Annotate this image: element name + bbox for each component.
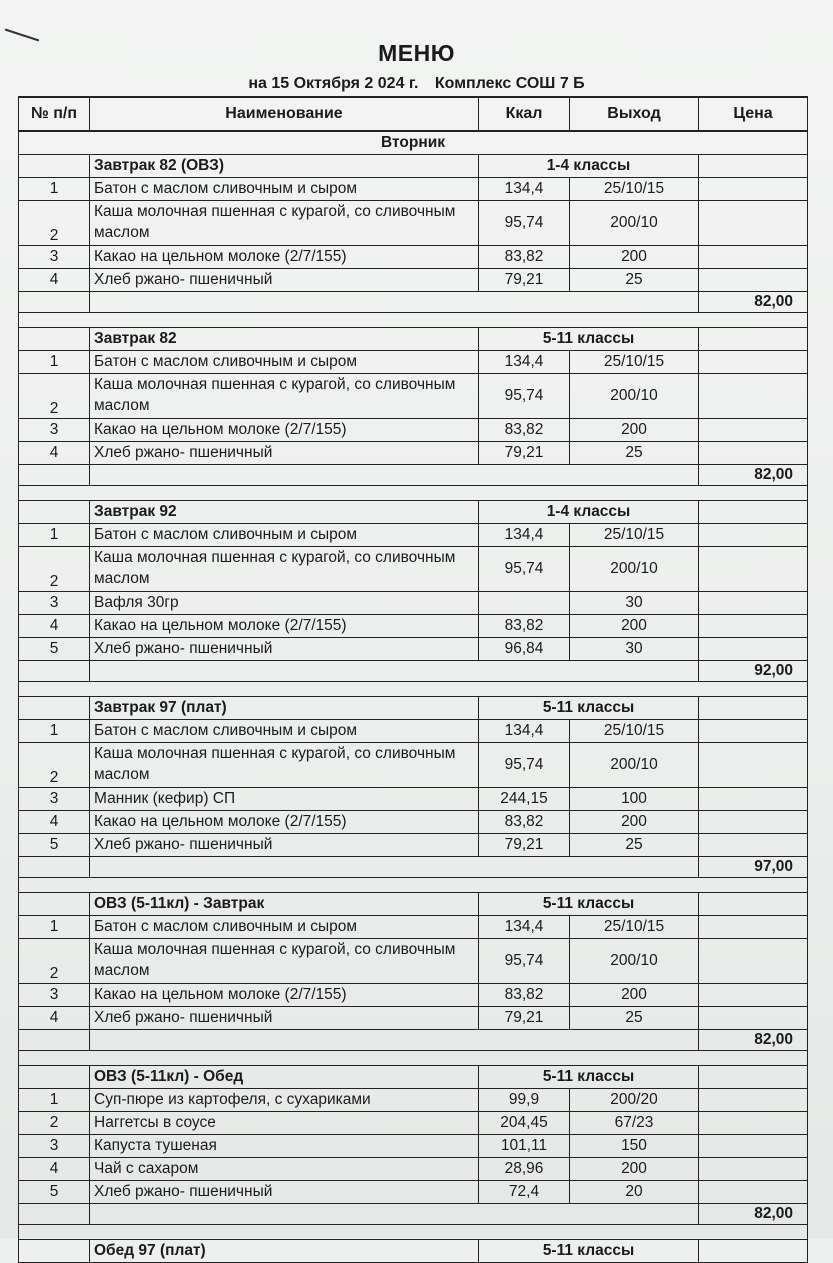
item-output: 200: [570, 246, 699, 269]
item-price: [699, 201, 808, 246]
item-price: [699, 811, 808, 834]
spacer-row: [19, 1225, 808, 1240]
item-price: [699, 524, 808, 547]
section-price-cell: [699, 328, 808, 351]
item-price: [699, 1181, 808, 1204]
item-num: 5: [19, 638, 90, 661]
item-num: 1: [19, 524, 90, 547]
spacer-row: [19, 682, 808, 697]
item-output: 100: [570, 788, 699, 811]
item-output: 25/10/15: [570, 178, 699, 201]
item-kcal: 96,84: [479, 638, 570, 661]
table-row: [19, 638, 808, 661]
table-row: [19, 1089, 808, 1112]
table-row: [19, 592, 808, 615]
item-kcal: 95,74: [479, 547, 570, 592]
section-title: Завтрак 82 (ОВЗ): [90, 155, 479, 178]
item-kcal: 134,4: [479, 916, 570, 939]
menu-date: на 15 Октября 2 024 г.: [248, 75, 419, 92]
item-name: Хлеб ржано- пшеничный: [90, 834, 479, 857]
item-kcal: 83,82: [479, 615, 570, 638]
item-num: 2: [19, 743, 90, 788]
item-name: Какао на цельном молоке (2/7/155): [90, 615, 479, 638]
item-output: 25: [570, 269, 699, 292]
section-total-row: [19, 1030, 808, 1051]
section-price-cell: [699, 1066, 808, 1089]
item-name: Батон с маслом сливочным и сыром: [90, 524, 479, 547]
item-num: 2: [19, 939, 90, 984]
item-price: [699, 178, 808, 201]
table-header-row: [19, 97, 808, 131]
table-row: [19, 442, 808, 465]
item-name: Манник (кефир) СП: [90, 788, 479, 811]
section-total-price: 97,00: [699, 857, 808, 878]
table-row: [19, 201, 808, 246]
table-row: [19, 374, 808, 419]
menu-complex: Комплекс СОШ 7 Б: [434, 75, 585, 92]
total-spacer-cell: [90, 857, 699, 878]
section-total-price: 82,00: [699, 1204, 808, 1225]
item-kcal: [479, 592, 570, 615]
item-kcal: 79,21: [479, 269, 570, 292]
section-num-cell: [19, 501, 90, 524]
item-name: Каша молочная пшенная с курагой, со сливочным маслом: [90, 547, 479, 592]
section-total-price: 92,00: [699, 661, 808, 682]
table-row: [19, 269, 808, 292]
section-title: Завтрак 82: [90, 328, 479, 351]
section-price-cell: [699, 697, 808, 720]
item-output: 25: [570, 834, 699, 857]
section-price-cell: [699, 501, 808, 524]
section-title: Обед 97 (плат): [90, 1240, 479, 1263]
item-output: 150: [570, 1135, 699, 1158]
item-output: 200: [570, 811, 699, 834]
item-num: 1: [19, 1089, 90, 1112]
item-price: [699, 939, 808, 984]
table-row: [19, 1181, 808, 1204]
item-output: 25/10/15: [570, 720, 699, 743]
item-num: 3: [19, 419, 90, 442]
item-price: [699, 547, 808, 592]
item-kcal: 28,96: [479, 1158, 570, 1181]
item-num: 4: [19, 442, 90, 465]
item-name: Батон с маслом сливочным и сыром: [90, 916, 479, 939]
item-num: 3: [19, 592, 90, 615]
item-kcal: 204,45: [479, 1112, 570, 1135]
spacer-cell: [19, 313, 808, 328]
item-output: 200/10: [570, 374, 699, 419]
total-num-cell: [19, 857, 90, 878]
section-header-row: [19, 155, 808, 178]
item-kcal: 134,4: [479, 720, 570, 743]
section-header-row: [19, 893, 808, 916]
item-output: 25: [570, 1007, 699, 1030]
item-kcal: 244,15: [479, 788, 570, 811]
item-name: Хлеб ржано- пшеничный: [90, 269, 479, 292]
table-row: [19, 1135, 808, 1158]
section-grade: 5-11 классы: [479, 893, 699, 916]
item-kcal: 95,74: [479, 743, 570, 788]
item-num: 1: [19, 351, 90, 374]
section-num-cell: [19, 328, 90, 351]
section-header-row: [19, 328, 808, 351]
section-grade: 1-4 классы: [479, 155, 699, 178]
total-spacer-cell: [90, 292, 699, 313]
spacer-row: [19, 313, 808, 328]
item-num: 4: [19, 1007, 90, 1030]
total-spacer-cell: [90, 465, 699, 486]
header-name: Наименование: [90, 97, 479, 131]
item-kcal: 134,4: [479, 351, 570, 374]
section-header-row: [19, 1066, 808, 1089]
item-kcal: 95,74: [479, 201, 570, 246]
item-num: 4: [19, 1158, 90, 1181]
item-price: [699, 743, 808, 788]
item-output: 30: [570, 592, 699, 615]
item-output: 200: [570, 615, 699, 638]
item-num: 5: [19, 1181, 90, 1204]
section-grade: 5-11 классы: [479, 328, 699, 351]
item-name: Каша молочная пшенная с курагой, со сливочным маслом: [90, 201, 479, 246]
section-num-cell: [19, 893, 90, 916]
item-kcal: 72,4: [479, 1181, 570, 1204]
total-num-cell: [19, 661, 90, 682]
item-name: Чай с сахаром: [90, 1158, 479, 1181]
item-name: Каша молочная пшенная с курагой, со сливочным маслом: [90, 743, 479, 788]
item-price: [699, 1112, 808, 1135]
section-grade: 5-11 классы: [479, 697, 699, 720]
item-kcal: 95,74: [479, 374, 570, 419]
item-num: 1: [19, 178, 90, 201]
section-grade: 1-4 классы: [479, 501, 699, 524]
spacer-row: [19, 486, 808, 501]
table-row: [19, 351, 808, 374]
total-num-cell: [19, 1204, 90, 1225]
item-name: Суп-пюре из картофеля, с сухариками: [90, 1089, 479, 1112]
total-spacer-cell: [90, 1204, 699, 1225]
item-output: 25: [570, 442, 699, 465]
item-kcal: 83,82: [479, 419, 570, 442]
item-name: Хлеб ржано- пшеничный: [90, 442, 479, 465]
day-row: [19, 131, 808, 155]
item-num: 2: [19, 374, 90, 419]
section-header-row: [19, 697, 808, 720]
spacer-cell: [19, 682, 808, 697]
item-kcal: 134,4: [479, 178, 570, 201]
table-row: [19, 524, 808, 547]
item-kcal: 134,4: [479, 524, 570, 547]
item-name: Какао на цельном молоке (2/7/155): [90, 419, 479, 442]
item-kcal: 95,74: [479, 939, 570, 984]
table-row: [19, 246, 808, 269]
total-spacer-cell: [90, 1030, 699, 1051]
table-row: [19, 811, 808, 834]
item-output: 200/10: [570, 743, 699, 788]
section-total-row: [19, 1204, 808, 1225]
item-name: Вафля 30гр: [90, 592, 479, 615]
section-title: ОВЗ (5-11кл) - Обед: [90, 1066, 479, 1089]
item-name: Какао на цельном молоке (2/7/155): [90, 811, 479, 834]
spacer-cell: [19, 1051, 808, 1066]
item-kcal: 79,21: [479, 1007, 570, 1030]
menu-body: [19, 131, 808, 1263]
total-num-cell: [19, 292, 90, 313]
item-price: [699, 1158, 808, 1181]
table-row: [19, 419, 808, 442]
item-name: Хлеб ржано- пшеничный: [90, 1181, 479, 1204]
section-total-price: 82,00: [699, 292, 808, 313]
section-total-price: 82,00: [699, 1030, 808, 1051]
table-row: [19, 743, 808, 788]
total-num-cell: [19, 1030, 90, 1051]
item-num: 4: [19, 811, 90, 834]
table-row: [19, 834, 808, 857]
table-row: [19, 1112, 808, 1135]
item-name: Какао на цельном молоке (2/7/155): [90, 984, 479, 1007]
header-output: Выход: [570, 97, 699, 131]
item-kcal: 101,11: [479, 1135, 570, 1158]
item-price: [699, 720, 808, 743]
item-price: [699, 638, 808, 661]
item-output: 25/10/15: [570, 916, 699, 939]
item-num: 3: [19, 788, 90, 811]
item-num: 2: [19, 1112, 90, 1135]
spacer-cell: [19, 486, 808, 501]
item-output: 25/10/15: [570, 351, 699, 374]
section-price-cell: [699, 1240, 808, 1263]
item-output: 30: [570, 638, 699, 661]
item-output: 200/10: [570, 939, 699, 984]
item-name: Хлеб ржано- пшеничный: [90, 638, 479, 661]
item-price: [699, 351, 808, 374]
section-title: ОВЗ (5-11кл) - Завтрак: [90, 893, 479, 916]
header-price: Цена: [699, 97, 808, 131]
section-total-price: 82,00: [699, 465, 808, 486]
item-price: [699, 1135, 808, 1158]
item-price: [699, 592, 808, 615]
item-output: 200/10: [570, 201, 699, 246]
item-output: 25/10/15: [570, 524, 699, 547]
item-name: Каша молочная пшенная с курагой, со сливочным маслом: [90, 939, 479, 984]
item-output: 200/20: [570, 1089, 699, 1112]
table-row: [19, 939, 808, 984]
table-row: [19, 178, 808, 201]
section-total-row: [19, 661, 808, 682]
section-grade: 5-11 классы: [479, 1240, 699, 1263]
table-row: [19, 916, 808, 939]
item-price: [699, 984, 808, 1007]
spacer-cell: [19, 1225, 808, 1240]
section-num-cell: [19, 1066, 90, 1089]
item-kcal: 79,21: [479, 442, 570, 465]
item-output: 200: [570, 984, 699, 1007]
item-name: Батон с маслом сливочным и сыром: [90, 351, 479, 374]
spacer-row: [19, 1051, 808, 1066]
item-name: Каша молочная пшенная с курагой, со сливочным маслом: [90, 374, 479, 419]
item-price: [699, 1007, 808, 1030]
menu-table: [18, 96, 808, 1263]
item-num: 2: [19, 547, 90, 592]
item-price: [699, 1089, 808, 1112]
item-kcal: 83,82: [479, 984, 570, 1007]
item-num: 3: [19, 984, 90, 1007]
section-price-cell: [699, 155, 808, 178]
item-output: 200: [570, 419, 699, 442]
section-total-row: [19, 857, 808, 878]
section-header-row: [19, 1240, 808, 1263]
item-num: 4: [19, 615, 90, 638]
total-spacer-cell: [90, 661, 699, 682]
item-kcal: 79,21: [479, 834, 570, 857]
table-row: [19, 547, 808, 592]
section-total-row: [19, 465, 808, 486]
spacer-row: [19, 878, 808, 893]
section-title: Завтрак 92: [90, 501, 479, 524]
item-price: [699, 834, 808, 857]
table-row: [19, 1007, 808, 1030]
item-kcal: 83,82: [479, 246, 570, 269]
table-row: [19, 615, 808, 638]
section-header-row: [19, 501, 808, 524]
table-row: [19, 984, 808, 1007]
item-num: 4: [19, 269, 90, 292]
header-num: № п/п: [19, 97, 90, 131]
item-price: [699, 615, 808, 638]
item-price: [699, 419, 808, 442]
item-num: 1: [19, 720, 90, 743]
item-name: Наггетсы в соусе: [90, 1112, 479, 1135]
header-kcal: Ккал: [479, 97, 570, 131]
section-title: Завтрак 97 (плат): [90, 697, 479, 720]
item-price: [699, 246, 808, 269]
item-price: [699, 374, 808, 419]
item-num: 3: [19, 246, 90, 269]
item-name: Хлеб ржано- пшеничный: [90, 1007, 479, 1030]
total-num-cell: [19, 465, 90, 486]
item-price: [699, 916, 808, 939]
item-num: 1: [19, 916, 90, 939]
item-name: Батон с маслом сливочным и сыром: [90, 178, 479, 201]
table-row: [19, 788, 808, 811]
item-num: 3: [19, 1135, 90, 1158]
document-subtitle: [0, 75, 833, 93]
document-title: МЕНЮ: [378, 40, 455, 66]
table-row: [19, 720, 808, 743]
item-kcal: 99,9: [479, 1089, 570, 1112]
item-output: 200/10: [570, 547, 699, 592]
item-output: 200: [570, 1158, 699, 1181]
item-price: [699, 269, 808, 292]
section-num-cell: [19, 155, 90, 178]
item-num: 2: [19, 201, 90, 246]
section-num-cell: [19, 697, 90, 720]
spacer-cell: [19, 878, 808, 893]
item-output: 67/23: [570, 1112, 699, 1135]
item-price: [699, 442, 808, 465]
item-name: Капуста тушеная: [90, 1135, 479, 1158]
section-grade: 5-11 классы: [479, 1066, 699, 1089]
section-price-cell: [699, 893, 808, 916]
item-kcal: 83,82: [479, 811, 570, 834]
item-price: [699, 788, 808, 811]
item-num: 5: [19, 834, 90, 857]
section-num-cell: [19, 1240, 90, 1263]
item-name: Какао на цельном молоке (2/7/155): [90, 246, 479, 269]
table-row: [19, 1158, 808, 1181]
item-output: 20: [570, 1181, 699, 1204]
day-label: Вторник: [19, 131, 808, 155]
section-total-row: [19, 292, 808, 313]
item-name: Батон с маслом сливочным и сыром: [90, 720, 479, 743]
